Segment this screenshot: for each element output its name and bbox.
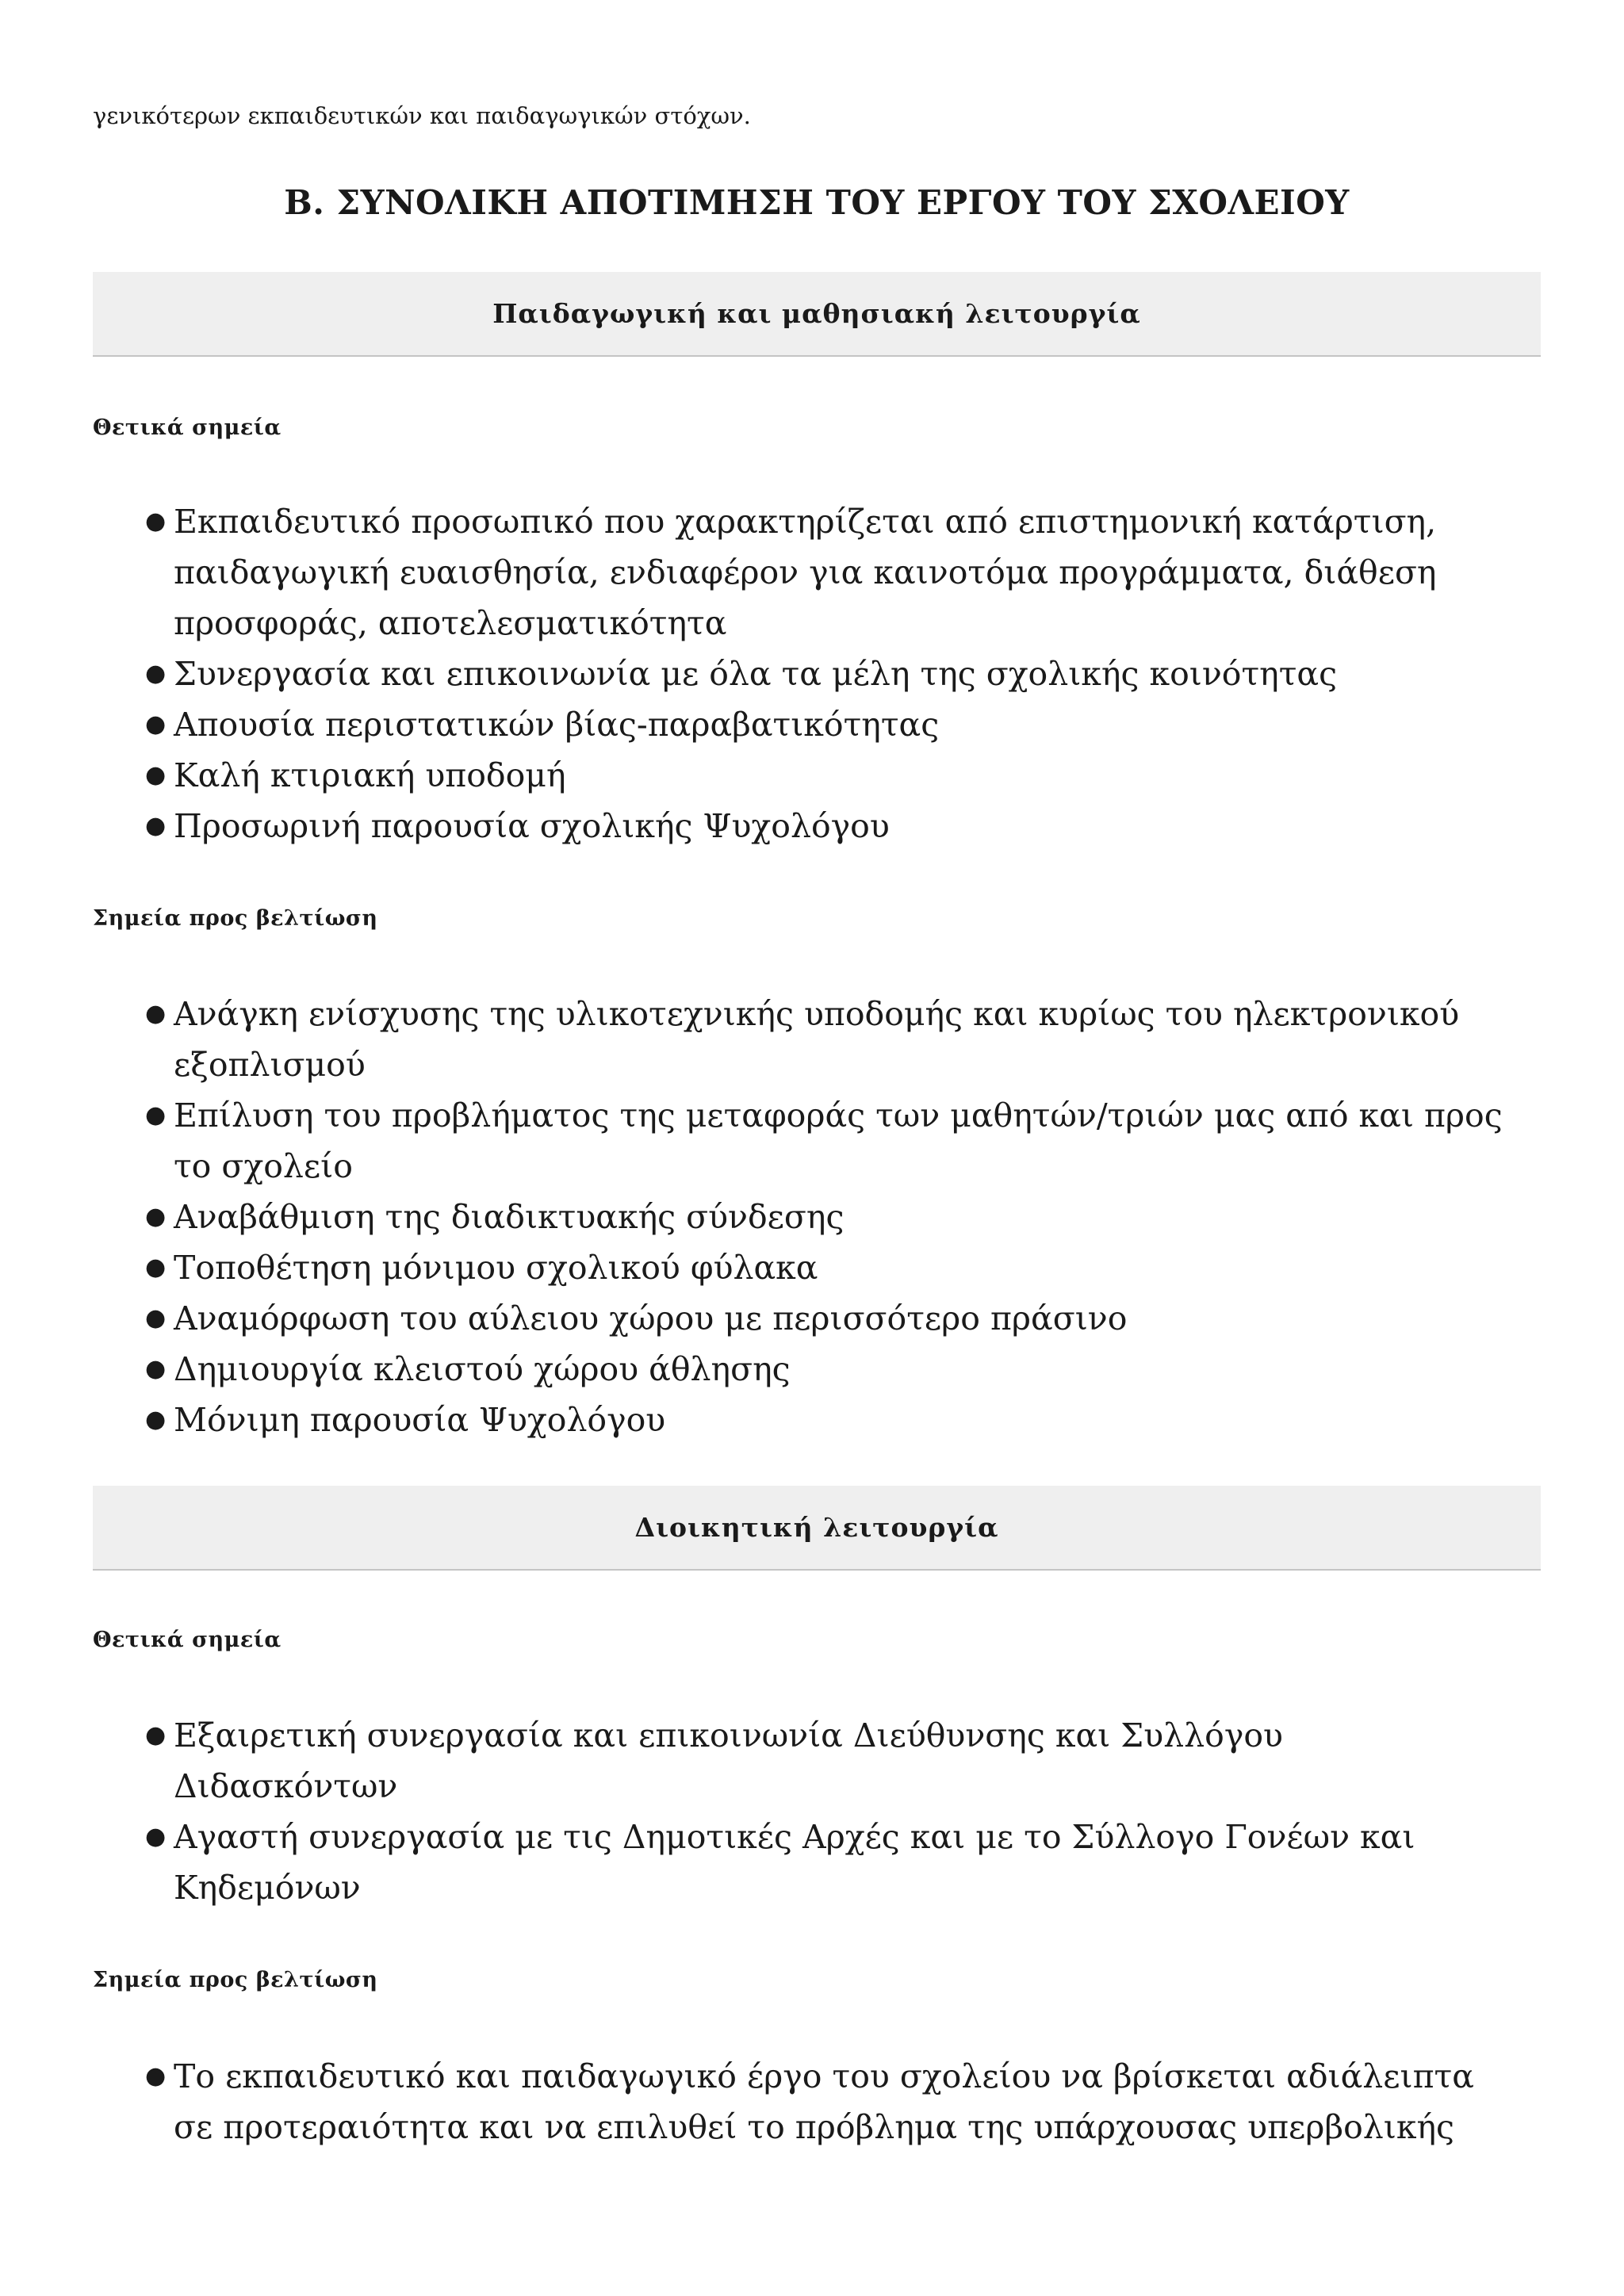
bullet-icon: ● (145, 1203, 167, 1230)
subheading-positives-pedagogical: Θετικά σημεία (93, 415, 282, 440)
list-item: ● Συνεργασία και επικοινωνία με όλα τα μέλη της σχολικής κοινότητας (145, 655, 1338, 693)
section-header-pedagogical: Παιδαγωγική και μαθησιακή λειτουργία (93, 272, 1541, 357)
bullet-icon: ● (145, 1253, 167, 1281)
bullet-icon: ● (145, 710, 167, 738)
bullet-icon: ● (145, 761, 167, 789)
bullet-icon: ● (145, 1721, 167, 1749)
list-item: ● Επίλυση του προβλήματος της μεταφοράς των μαθητών/τριών μας από και προς το σχολείο (145, 1096, 1503, 1185)
list-item: ● Δημιουργία κλειστού χώρου άθλησης (145, 1350, 791, 1388)
bullet-icon: ● (145, 1101, 167, 1129)
list-item: ● Προσωρινή παρουσία σχολικής Ψυχολόγου (145, 807, 890, 845)
bullet-icon: ● (145, 507, 167, 535)
list-item: ● Εξαιρετική συνεργασία και επικοινωνία Διεύθυνσης και Συλλόγου Διδασκόντων (145, 1716, 1283, 1805)
section-header-administrative: Διοικητική λειτουργία (93, 1486, 1541, 1571)
list-item: ● Εκπαιδευτικό προσωπικό που χαρακτηρίζεται από επιστημονική κατάρτιση, παιδαγωγική ευαισθησία, ενδιαφέρον για καινοτόμα προγράμματα, διάθεση προσφοράς, αποτελεσματικότητα (145, 503, 1437, 642)
bullet-icon: ● (145, 1355, 167, 1383)
subheading-improvements-pedagogical: Σημεία προς βελτίωση (93, 906, 378, 931)
bullet-icon: ● (145, 1823, 167, 1850)
bullet-icon: ● (145, 2062, 167, 2090)
bullet-icon: ● (145, 660, 167, 687)
list-positives-administrative (145, 1710, 1509, 1913)
list-item: ● Αναβάθμιση της διαδικτυακής σύνδεσης (145, 1198, 845, 1236)
list-item: ● Το εκπαιδευτικό και παιδαγωγικό έργο του σχολείου να βρίσκεται αδιάλειπτα σε προτεραιότητα και να επιλυθεί το πρόβλημα της υπάρχουσας υπερβολικής (145, 2057, 1474, 2146)
list-item: ● Απουσία περιστατικών βίας-παραβατικότητας (145, 706, 940, 744)
list-item: ● Ανάγκη ενίσχυσης της υλικοτεχνικής υποδομής και κυρίως του ηλεκτρονικού εξοπλισμού (145, 995, 1460, 1084)
subheading-positives-administrative: Θετικά σημεία (93, 1628, 282, 1652)
list-item: ● Αναμόρφωση του αύλειου χώρου με περισσότερο πράσινο (145, 1299, 1128, 1337)
intro-line: γενικότερων εκπαιδευτικών και παιδαγωγικών στόχων. (93, 102, 751, 129)
subheading-improvements-administrative: Σημεία προς βελτίωση (93, 1968, 378, 1992)
list-improvements-pedagogical (145, 989, 1509, 1445)
bullet-icon: ● (145, 1406, 167, 1433)
list-item: ● Αγαστή συνεργασία με τις Δημοτικές Αρχές και με το Σύλλογο Γονέων και Κηδεμόνων (145, 1818, 1415, 1907)
list-item: ● Μόνιμη παρουσία Ψυχολόγου (145, 1401, 666, 1439)
bullet-icon: ● (145, 812, 167, 840)
list-improvements-administrative (145, 2051, 1509, 2152)
list-item: ● Τοποθέτηση μόνιμου σχολικού φύλακα (145, 1249, 818, 1287)
page-title: Β. ΣΥΝΟΛΙΚΗ ΑΠΟΤΙΜΗΣΗ ΤΟΥ ΕΡΓΟΥ ΤΟΥ ΣΧΟΛΕΙΟΥ (284, 183, 1350, 222)
bullet-icon: ● (145, 1304, 167, 1332)
list-positives-pedagogical (145, 496, 1509, 851)
bullet-icon: ● (145, 1000, 167, 1027)
list-item: ● Καλή κτιριακή υποδομή (145, 756, 566, 794)
